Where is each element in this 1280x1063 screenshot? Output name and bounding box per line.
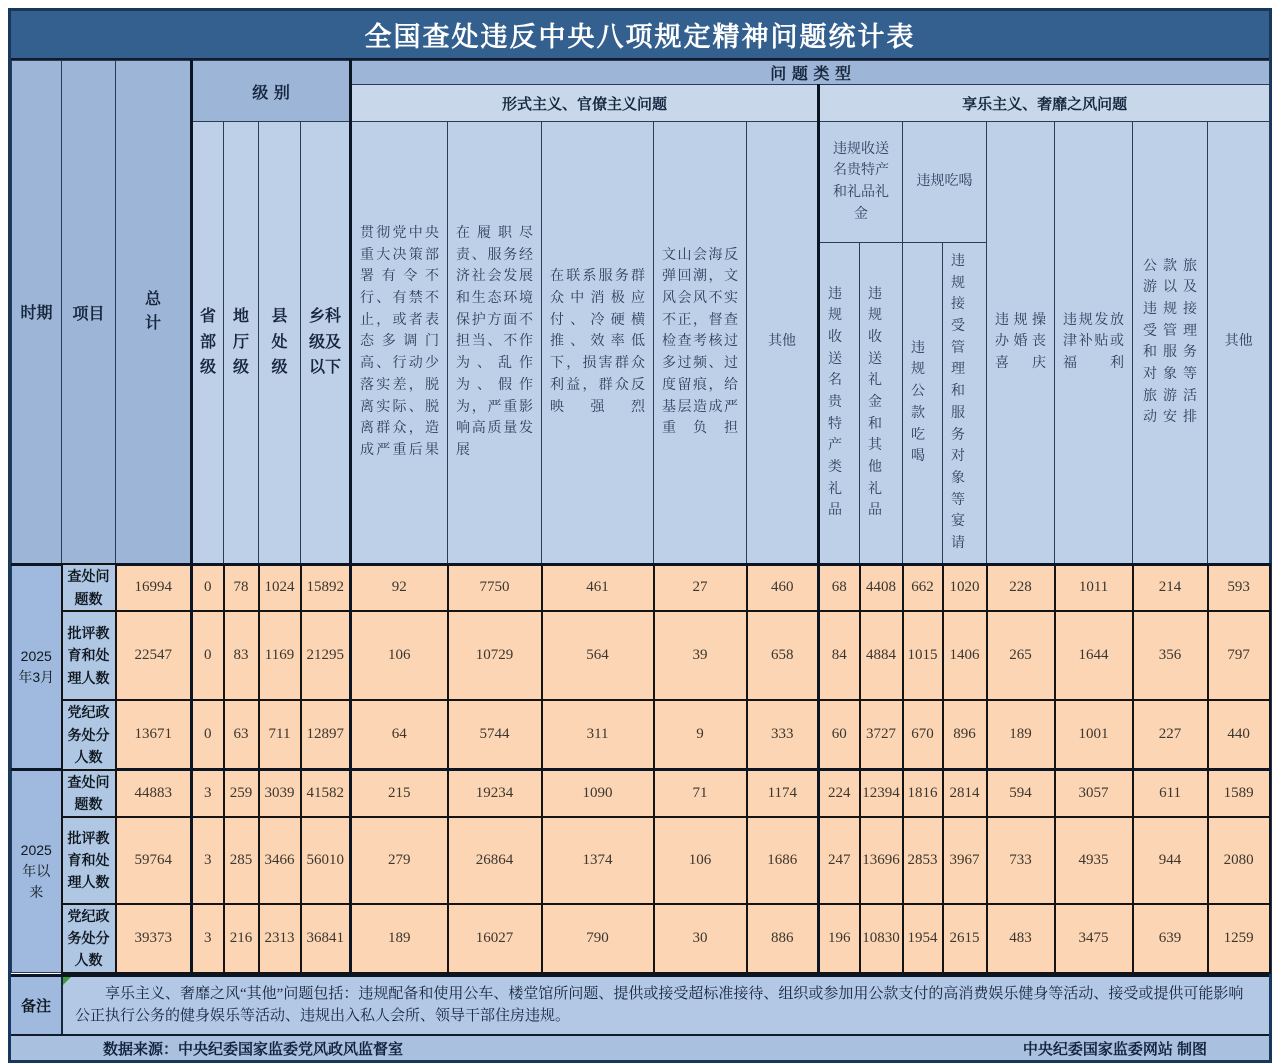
data-cell: 461 [542, 564, 654, 611]
data-cell: 896 [943, 700, 987, 770]
data-cell: 215 [351, 770, 448, 817]
data-cell: 662 [903, 564, 943, 611]
data-cell: 4884 [860, 611, 903, 700]
data-cell: 227 [1133, 700, 1208, 770]
data-cell: 189 [987, 700, 1055, 770]
data-cell: 4408 [860, 564, 903, 611]
data-cell: 247 [819, 817, 860, 904]
data-cell: 4935 [1055, 817, 1133, 904]
data-cell: 19234 [448, 770, 542, 817]
footer-bar [11, 1034, 1269, 1060]
gifts-group-header: 违规收送名贵特产和礼品礼金 [819, 122, 903, 243]
main-table [11, 60, 1271, 974]
level-col-header-township: 乡科级及以下 [301, 122, 351, 565]
data-cell: 593 [1208, 564, 1270, 611]
data-cell: 440 [1208, 700, 1270, 770]
dining-group-header: 违规吃喝 [903, 122, 987, 243]
period-cell: 2025年3月 [12, 564, 62, 770]
data-cell: 196 [819, 904, 860, 973]
data-cell: 2313 [259, 904, 301, 973]
data-cell: 944 [1133, 817, 1208, 904]
remark-label: 备注 [11, 977, 63, 1035]
data-cell: 1174 [747, 770, 819, 817]
data-cell: 15892 [301, 564, 351, 611]
data-cell: 1259 [1208, 904, 1270, 973]
data-cell: 1589 [1208, 770, 1270, 817]
item-header: 项目 [62, 61, 116, 565]
row-label-cell: 党纪政务处分人数 [62, 700, 116, 770]
data-cell: 5744 [448, 700, 542, 770]
data-cell: 1169 [259, 611, 301, 700]
allowance-col-header: 违规发放津补贴或福利 [1055, 122, 1133, 565]
data-cell: 1644 [1055, 611, 1133, 700]
formalism-col-header-3: 在联系服务群众中消极应付、冷硬横推、效率低下，损害群众利益，群众反映强烈 [542, 122, 654, 565]
data-cell: 279 [351, 817, 448, 904]
problem-type-header: 问题类型 [351, 61, 1270, 85]
formalism-col-header-1: 贯彻党中央重大决策部署有令不行、有禁不止，或者表态多调门高、行动少落实差，脱离实际、脱离群众，造成严重后果 [351, 122, 448, 565]
data-cell: 39373 [116, 904, 192, 973]
data-cell: 13671 [116, 700, 192, 770]
data-cell: 670 [903, 700, 943, 770]
data-cell: 63 [224, 700, 259, 770]
data-cell: 68 [819, 564, 860, 611]
data-cell: 790 [542, 904, 654, 973]
data-cell: 71 [654, 770, 747, 817]
data-cell: 59764 [116, 817, 192, 904]
data-cell: 1374 [542, 817, 654, 904]
data-cell: 0 [192, 700, 224, 770]
data-cell: 56010 [301, 817, 351, 904]
data-cell: 3 [192, 817, 224, 904]
data-cell: 564 [542, 611, 654, 700]
data-cell: 0 [192, 564, 224, 611]
level-header: 级别 [192, 61, 351, 122]
data-cell: 2814 [943, 770, 987, 817]
data-cell: 3057 [1055, 770, 1133, 817]
data-cell: 2853 [903, 817, 943, 904]
level-col-header-province: 省部级 [192, 122, 224, 565]
formalism-col-header-4: 文山会海反弹回潮，文风会风不实不正，督查检查考核过多过频、过度留痕，给基层造成严重负担 [654, 122, 747, 565]
data-cell: 9 [654, 700, 747, 770]
data-cell: 83 [224, 611, 259, 700]
data-cell: 1686 [747, 817, 819, 904]
statistics-table [8, 8, 1272, 1063]
data-cell: 594 [987, 770, 1055, 817]
remark-row [11, 974, 1269, 1035]
hedonism-other-col-header: 其他 [1208, 122, 1270, 565]
data-cell: 1954 [903, 904, 943, 973]
data-cell: 2615 [943, 904, 987, 973]
data-cell: 3967 [943, 817, 987, 904]
data-cell: 84 [819, 611, 860, 700]
remark-text: 享乐主义、奢靡之风“其他”问题包括：违规配备和使用公车、楼堂馆所问题、提供或接受超标准接待、组织或参加用公款支付的高消费娱乐健身等活动、接受或提供可能影响公正执行公务的健身娱乐等活动、违规出入私人会所、领导干部住房违规。 [75, 985, 1244, 1024]
data-cell: 1001 [1055, 700, 1133, 770]
row-label-cell: 党纪政务处分人数 [62, 904, 116, 973]
credit-label: 中央纪委国家监委网站 制图 [1022, 1040, 1207, 1058]
dining-sub-header-public-funds: 违规公款吃喝 [903, 243, 943, 565]
data-cell: 26864 [448, 817, 542, 904]
data-cell: 639 [1133, 904, 1208, 973]
formalism-col-header-2: 在履职尽责、服务经济社会发展和生态环境保护方面不担当、不作为、乱作为、假作为，严重影响高质量发展 [448, 122, 542, 565]
remark-text-cell [63, 977, 1269, 1035]
data-cell: 41582 [301, 770, 351, 817]
cell-corner-marker-icon [63, 977, 71, 985]
data-cell: 611 [1133, 770, 1208, 817]
hedonism-header: 享乐主义、奢靡之风问题 [819, 85, 1270, 122]
data-cell: 16027 [448, 904, 542, 973]
data-cell: 224 [819, 770, 860, 817]
formalism-header: 形式主义、官僚主义问题 [351, 85, 819, 122]
data-cell: 711 [259, 700, 301, 770]
dining-sub-header-banquet: 违规接受管理和服务对象等宴请 [943, 243, 987, 565]
data-cell: 2080 [1208, 817, 1270, 904]
gifts-sub-header-specialty: 违规收送名贵特产类礼品 [819, 243, 860, 565]
data-cell: 36841 [301, 904, 351, 973]
data-cell: 60 [819, 700, 860, 770]
data-cell: 886 [747, 904, 819, 973]
data-cell: 1024 [259, 564, 301, 611]
row-label-cell: 查处问题数 [62, 564, 116, 611]
row-label-cell: 批评教育和处理人数 [62, 817, 116, 904]
data-cell: 733 [987, 817, 1055, 904]
level-col-header-county: 县处级 [259, 122, 301, 565]
data-cell: 7750 [448, 564, 542, 611]
data-source-label: 数据来源：中央纪委国家监委党风政风监督室 [103, 1040, 404, 1058]
data-cell: 265 [987, 611, 1055, 700]
data-cell: 3475 [1055, 904, 1133, 973]
data-cell: 12394 [860, 770, 903, 817]
data-cell: 658 [747, 611, 819, 700]
data-cell: 1816 [903, 770, 943, 817]
data-cell: 10729 [448, 611, 542, 700]
data-cell: 1020 [943, 564, 987, 611]
data-cell: 356 [1133, 611, 1208, 700]
data-cell: 10830 [860, 904, 903, 973]
data-cell: 92 [351, 564, 448, 611]
data-cell: 27 [654, 564, 747, 611]
data-cell: 189 [351, 904, 448, 973]
data-cell: 44883 [116, 770, 192, 817]
data-cell: 39 [654, 611, 747, 700]
total-header [116, 61, 192, 565]
data-cell: 460 [747, 564, 819, 611]
wedding-funeral-col-header: 违规操办婚丧喜庆 [987, 122, 1055, 565]
data-cell: 3 [192, 904, 224, 973]
data-cell: 3039 [259, 770, 301, 817]
data-cell: 21295 [301, 611, 351, 700]
data-cell: 333 [747, 700, 819, 770]
data-cell: 1011 [1055, 564, 1133, 611]
formalism-col-header-other: 其他 [747, 122, 819, 565]
total-header-label: 总计 [144, 290, 161, 332]
data-cell: 1090 [542, 770, 654, 817]
level-col-header-prefecture: 地厅级 [224, 122, 259, 565]
data-cell: 214 [1133, 564, 1208, 611]
data-cell: 64 [351, 700, 448, 770]
data-cell: 22547 [116, 611, 192, 700]
page-title: 全国查处违反中央八项规定精神问题统计表 [11, 11, 1269, 60]
data-cell: 1406 [943, 611, 987, 700]
period-header: 时期 [12, 61, 62, 565]
data-cell: 216 [224, 904, 259, 973]
data-cell: 78 [224, 564, 259, 611]
data-cell: 106 [654, 817, 747, 904]
data-cell: 1015 [903, 611, 943, 700]
data-cell: 16994 [116, 564, 192, 611]
data-cell: 3 [192, 770, 224, 817]
data-cell: 30 [654, 904, 747, 973]
data-cell: 106 [351, 611, 448, 700]
travel-col-header: 公款旅游以及违规接受管理和服务对象等旅游活动安排 [1133, 122, 1208, 565]
data-cell: 483 [987, 904, 1055, 973]
row-label-cell: 批评教育和处理人数 [62, 611, 116, 700]
data-cell: 285 [224, 817, 259, 904]
data-cell: 311 [542, 700, 654, 770]
data-cell: 3727 [860, 700, 903, 770]
data-cell: 0 [192, 611, 224, 700]
data-cell: 13696 [860, 817, 903, 904]
data-cell: 12897 [301, 700, 351, 770]
gifts-sub-header-cash: 违规收送礼金和其他礼品 [860, 243, 903, 565]
data-cell: 228 [987, 564, 1055, 611]
data-cell: 3466 [259, 817, 301, 904]
period-cell: 2025年以来 [12, 770, 62, 973]
row-label-cell: 查处问题数 [62, 770, 116, 817]
data-cell: 797 [1208, 611, 1270, 700]
data-cell: 259 [224, 770, 259, 817]
